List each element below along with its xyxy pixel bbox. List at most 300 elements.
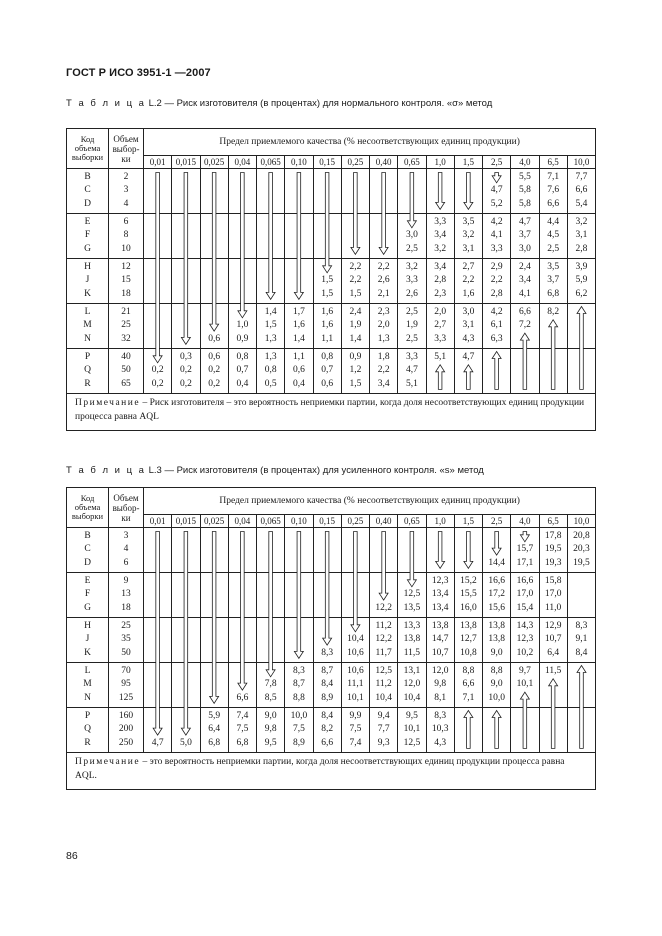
risk-value: 3,1 <box>575 230 588 241</box>
risk-value <box>398 216 425 229</box>
value-cell <box>285 349 313 394</box>
risk-value: 2,2 <box>377 262 390 272</box>
risk-value <box>285 216 312 229</box>
risk-value <box>540 333 567 346</box>
risk-value <box>370 216 397 229</box>
risk-value <box>172 692 199 705</box>
risk-value: 5,0 <box>179 737 192 748</box>
risk-value <box>285 288 312 301</box>
risk-value <box>540 678 567 691</box>
risk-value <box>201 261 228 274</box>
risk-value: 7,1 <box>462 692 475 703</box>
risk-value <box>229 216 256 229</box>
value-cell <box>511 214 539 259</box>
risk-value: 1,3 <box>377 333 390 344</box>
risk-value: 1,6 <box>321 307 334 317</box>
value-cell <box>313 214 341 259</box>
risk-value: 8,3 <box>292 666 305 676</box>
value-cell <box>285 573 313 618</box>
sample-size: 21 <box>121 307 131 317</box>
risk-value: 1,4 <box>264 307 277 317</box>
risk-value: 1,3 <box>264 352 277 362</box>
value-cell <box>257 708 285 753</box>
aql-header: 0,40 <box>370 515 398 528</box>
risk-value <box>257 171 284 184</box>
value-cell <box>285 528 313 573</box>
risk-value: 3,2 <box>462 230 475 241</box>
aql-header: 1,5 <box>454 515 482 528</box>
risk-value: 15,8 <box>544 576 562 586</box>
risk-value: 8,4 <box>321 711 334 721</box>
risk-value: 9,7 <box>518 666 531 676</box>
risk-value <box>144 633 171 646</box>
aql-header: 0,10 <box>285 156 313 169</box>
risk-value <box>201 665 228 678</box>
risk-value <box>285 588 312 601</box>
risk-value <box>568 306 595 319</box>
risk-value: 9,3 <box>377 737 390 748</box>
risk-value: 2,5 <box>405 333 418 344</box>
sample-size: 4 <box>123 544 129 555</box>
risk-value <box>568 678 595 691</box>
risk-value: 10,4 <box>403 692 421 703</box>
risk-value <box>511 333 538 346</box>
risk-value <box>314 198 341 211</box>
risk-value <box>229 184 256 197</box>
risk-value <box>285 171 312 184</box>
risk-value: 1,3 <box>264 333 277 344</box>
value-cell <box>370 214 398 259</box>
risk-value: 8,4 <box>575 647 588 658</box>
risk-value: 2,5 <box>405 307 418 317</box>
value-cell <box>483 618 511 663</box>
risk-value <box>483 530 510 543</box>
risk-value <box>568 588 595 601</box>
risk-value <box>285 184 312 197</box>
size-cell <box>109 259 144 304</box>
risk-value <box>455 737 482 750</box>
value-cell <box>454 259 482 304</box>
risk-value: 10,3 <box>431 724 449 735</box>
risk-value: 16,0 <box>460 602 477 613</box>
risk-value <box>568 737 595 750</box>
risk-value: 0,3 <box>179 352 192 362</box>
risk-value <box>201 575 228 588</box>
risk-value: 2,9 <box>490 262 503 272</box>
value-cell <box>313 349 341 394</box>
sample-size: 160 <box>118 711 134 721</box>
risk-value <box>257 665 284 678</box>
risk-value <box>370 229 397 242</box>
value-cell <box>483 573 511 618</box>
risk-value: 12,9 <box>544 621 562 631</box>
risk-value: 20,8 <box>573 531 590 541</box>
aql-header: 1,0 <box>426 515 454 528</box>
risk-value: 3,5 <box>462 217 475 227</box>
value-cell <box>398 214 426 259</box>
risk-value: 12,7 <box>460 634 477 645</box>
risk-value: 5,4 <box>575 198 588 209</box>
risk-value: 2,7 <box>434 320 447 331</box>
risk-value <box>257 557 284 570</box>
risk-value: 4,7 <box>151 737 164 748</box>
risk-value <box>483 364 510 377</box>
risk-value <box>172 216 199 229</box>
risk-value: 15,6 <box>488 602 505 613</box>
risk-value: 0,6 <box>208 352 221 362</box>
value-cell <box>341 618 369 663</box>
value-cell <box>172 304 200 349</box>
value-cell <box>539 528 567 573</box>
risk-value: 14,7 <box>431 634 449 645</box>
aql-header: 0,65 <box>398 515 426 528</box>
risk-value: 11,2 <box>375 621 392 631</box>
sample-code: N <box>84 692 91 703</box>
value-cell <box>172 259 200 304</box>
code-cell <box>67 663 109 708</box>
risk-value: 9,0 <box>264 711 277 721</box>
risk-value: 1,0 <box>236 320 249 331</box>
risk-value: 10,1 <box>403 724 421 735</box>
sample-size: 25 <box>121 320 131 331</box>
risk-value: 7,7 <box>575 172 588 182</box>
risk-value: 16,6 <box>516 576 534 586</box>
risk-value <box>285 530 312 543</box>
risk-value <box>229 588 256 601</box>
risk-value: 10,7 <box>544 634 562 645</box>
caption-text: L.2 — Риск изготовителя (в процентах) для нормального контроля. «σ» метод <box>148 98 493 109</box>
risk-value: 8,9 <box>321 692 334 703</box>
risk-value: 0,4 <box>292 378 305 389</box>
risk-value: 10,7 <box>431 647 449 658</box>
value-cell <box>313 573 341 618</box>
value-cell <box>398 618 426 663</box>
value-cell <box>341 304 369 349</box>
risk-value: 0,2 <box>151 365 164 376</box>
risk-value <box>257 261 284 274</box>
risk-value <box>314 530 341 543</box>
risk-value: 1,2 <box>349 365 362 376</box>
risk-value: 0,5 <box>264 378 277 389</box>
value-cell <box>567 618 595 663</box>
value-cell <box>426 573 454 618</box>
risk-value: 11,5 <box>403 647 421 658</box>
risk-value <box>144 319 171 332</box>
sample-size: 250 <box>118 737 134 748</box>
aql-header: 2,5 <box>483 156 511 169</box>
sample-code: P <box>84 352 91 362</box>
value-cell <box>370 169 398 214</box>
risk-value <box>144 261 171 274</box>
value-cell <box>172 573 200 618</box>
value-cell <box>144 304 172 349</box>
value-cell <box>144 708 172 753</box>
risk-value: 9,0 <box>490 647 503 658</box>
risk-value: 2,5 <box>547 243 560 254</box>
risk-value <box>172 274 199 287</box>
risk-value: 6,8 <box>547 288 560 299</box>
risk-value: 0,6 <box>321 378 334 389</box>
value-cell <box>539 708 567 753</box>
value-cell <box>483 259 511 304</box>
risk-value: 1,7 <box>292 307 305 317</box>
value-cell <box>539 214 567 259</box>
risk-value: 20,3 <box>573 544 590 555</box>
risk-value <box>540 351 567 364</box>
risk-value <box>201 620 228 633</box>
risk-value <box>229 647 256 660</box>
risk-value <box>540 710 567 723</box>
risk-value: 4,7 <box>462 352 475 362</box>
caption-prefix: Т а б л и ц а <box>66 465 146 476</box>
risk-value <box>314 261 341 274</box>
risk-value <box>229 557 256 570</box>
risk-value: 6,8 <box>208 737 221 748</box>
risk-value <box>229 171 256 184</box>
code-cell <box>67 259 109 304</box>
value-cell <box>483 528 511 573</box>
risk-value <box>511 737 538 750</box>
risk-value: 3,0 <box>462 307 475 317</box>
risk-value <box>342 620 369 633</box>
sample-size: 15 <box>121 275 131 286</box>
risk-value <box>370 588 397 601</box>
value-cell <box>539 618 567 663</box>
value-cell <box>200 259 228 304</box>
note-text: – это вероятность неприемки партии, когда доля несоответствующих единиц продукции процесса равна AQL. <box>75 757 565 781</box>
value-cell <box>285 663 313 708</box>
sample-size: 2 <box>123 172 129 182</box>
risk-value: 5,5 <box>518 172 531 182</box>
value-cell <box>511 618 539 663</box>
risk-value <box>511 364 538 377</box>
value-cell <box>257 304 285 349</box>
risk-value <box>455 710 482 723</box>
risk-value: 3,3 <box>405 352 418 362</box>
risk-value: 3,2 <box>575 217 588 227</box>
risk-value <box>483 378 510 391</box>
aql-header: 0,25 <box>341 515 369 528</box>
risk-value <box>172 543 199 556</box>
risk-value: 12,0 <box>403 679 421 690</box>
sample-code: E <box>84 217 91 227</box>
risk-value <box>229 198 256 211</box>
risk-value <box>285 274 312 287</box>
risk-value <box>257 647 284 660</box>
risk-value <box>370 543 397 556</box>
value-cell <box>567 214 595 259</box>
risk-value: 13,8 <box>431 621 449 631</box>
risk-value: 13,8 <box>488 634 505 645</box>
risk-value <box>314 620 341 633</box>
value-cell <box>398 259 426 304</box>
aql-header: 4,0 <box>511 156 539 169</box>
risk-value: 2,2 <box>490 275 503 286</box>
risk-value: 2,2 <box>349 262 362 272</box>
value-cell <box>172 663 200 708</box>
value-cell <box>539 259 567 304</box>
risk-value <box>201 530 228 543</box>
risk-value <box>201 588 228 601</box>
risk-value: 0,2 <box>208 365 221 376</box>
risk-value: 0,6 <box>208 333 221 344</box>
note-label: Примечание <box>75 757 141 767</box>
sample-code: J <box>85 634 90 645</box>
risk-value: 12,0 <box>431 666 449 676</box>
aql-header: 4,0 <box>511 515 539 528</box>
aql-header: 6,5 <box>539 156 567 169</box>
sample-code: E <box>84 576 91 586</box>
aql-header: 10,0 <box>567 515 595 528</box>
value-cell <box>370 708 398 753</box>
sample-size: 12 <box>121 262 131 272</box>
value-cell <box>257 528 285 573</box>
risk-value <box>568 333 595 346</box>
risk-value <box>540 737 567 750</box>
risk-value <box>455 364 482 377</box>
risk-value <box>144 229 171 242</box>
risk-value: 12,3 <box>431 576 449 586</box>
risk-value: 7,5 <box>349 724 362 735</box>
risk-value: 5,9 <box>575 275 588 286</box>
sample-code: B <box>84 172 91 182</box>
value-cell <box>426 169 454 214</box>
risk-value <box>483 543 510 556</box>
risk-value: 3,3 <box>434 217 447 227</box>
risk-value: 13,3 <box>403 621 421 631</box>
value-cell <box>200 528 228 573</box>
risk-value <box>342 602 369 615</box>
risk-value: 19,5 <box>573 557 590 568</box>
risk-value: 8,2 <box>321 724 334 735</box>
value-cell <box>172 618 200 663</box>
value-cell <box>257 618 285 663</box>
sample-size: 50 <box>121 365 131 376</box>
risk-value <box>229 530 256 543</box>
value-cell <box>511 708 539 753</box>
value-cell <box>539 573 567 618</box>
aql-header: 0,15 <box>313 515 341 528</box>
risk-value <box>342 243 369 256</box>
risk-value: 17,1 <box>516 557 534 568</box>
col-header-size: Объем выбор-ки <box>109 129 144 169</box>
risk-value: 12,2 <box>375 602 392 613</box>
risk-value: 6,6 <box>575 185 588 196</box>
sample-code: C <box>84 185 91 196</box>
aql-header: 1,0 <box>426 156 454 169</box>
value-cell <box>172 214 200 259</box>
risk-value <box>144 333 171 346</box>
value-cell <box>370 259 398 304</box>
value-cell <box>567 169 595 214</box>
risk-value: 0,7 <box>321 365 334 376</box>
sample-code: L <box>84 666 91 676</box>
sample-size: 95 <box>121 679 131 690</box>
risk-value: 1,1 <box>321 333 334 344</box>
risk-value <box>342 543 369 556</box>
risk-value: 4,2 <box>490 307 503 317</box>
risk-value <box>144 171 171 184</box>
risk-value <box>455 723 482 736</box>
risk-value: 0,8 <box>236 352 249 362</box>
value-cell <box>511 349 539 394</box>
risk-value <box>314 216 341 229</box>
risk-value <box>257 575 284 588</box>
risk-value <box>568 319 595 332</box>
risk-value: 13,1 <box>403 666 421 676</box>
aql-header: 0,065 <box>257 156 285 169</box>
risk-value <box>144 184 171 197</box>
risk-value: 9,0 <box>490 679 503 690</box>
value-cell <box>398 708 426 753</box>
value-cell <box>370 528 398 573</box>
value-cell <box>257 169 285 214</box>
sample-code: G <box>84 602 91 613</box>
page-number: 86 <box>66 850 78 862</box>
value-cell <box>567 304 595 349</box>
value-cell <box>454 708 482 753</box>
risk-value: 12,3 <box>516 634 534 645</box>
code-cell <box>67 304 109 349</box>
value-cell <box>228 304 256 349</box>
risk-value <box>427 557 454 570</box>
sample-size: 13 <box>121 589 131 600</box>
table-note <box>67 394 596 431</box>
table-l2 <box>66 128 596 431</box>
sample-code: C <box>84 544 91 555</box>
risk-value: 8,7 <box>321 666 334 676</box>
risk-value <box>172 557 199 570</box>
risk-value: 11,7 <box>375 647 392 658</box>
risk-value <box>257 229 284 242</box>
risk-value: 4,7 <box>490 185 503 196</box>
risk-value <box>342 184 369 197</box>
risk-value <box>427 198 454 211</box>
risk-value <box>568 351 595 364</box>
value-cell <box>567 573 595 618</box>
risk-value: 8,7 <box>292 679 305 690</box>
risk-value: 10,0 <box>488 692 505 703</box>
value-cell <box>454 573 482 618</box>
risk-value: 17,0 <box>516 589 534 600</box>
risk-value: 8,2 <box>547 307 560 317</box>
table-l3 <box>66 487 596 790</box>
risk-value <box>427 171 454 184</box>
risk-value: 15,2 <box>460 576 477 586</box>
risk-value <box>229 678 256 691</box>
risk-value: 2,6 <box>405 288 418 299</box>
sample-size: 40 <box>121 352 131 362</box>
value-cell <box>172 349 200 394</box>
risk-value <box>144 243 171 256</box>
risk-value <box>285 543 312 556</box>
risk-value: 13,8 <box>403 634 421 645</box>
risk-value: 6,6 <box>518 307 531 317</box>
value-cell <box>483 349 511 394</box>
risk-value: 6,4 <box>208 724 221 735</box>
sample-code: M <box>83 320 92 331</box>
risk-value: 13,5 <box>403 602 421 613</box>
risk-value <box>511 351 538 364</box>
value-cell <box>144 169 172 214</box>
risk-value: 2,2 <box>462 275 475 286</box>
risk-value <box>257 602 284 615</box>
sample-size: 9 <box>123 576 129 586</box>
value-cell <box>539 349 567 394</box>
value-cell <box>341 259 369 304</box>
value-cell <box>567 259 595 304</box>
risk-value: 3,1 <box>462 243 475 254</box>
